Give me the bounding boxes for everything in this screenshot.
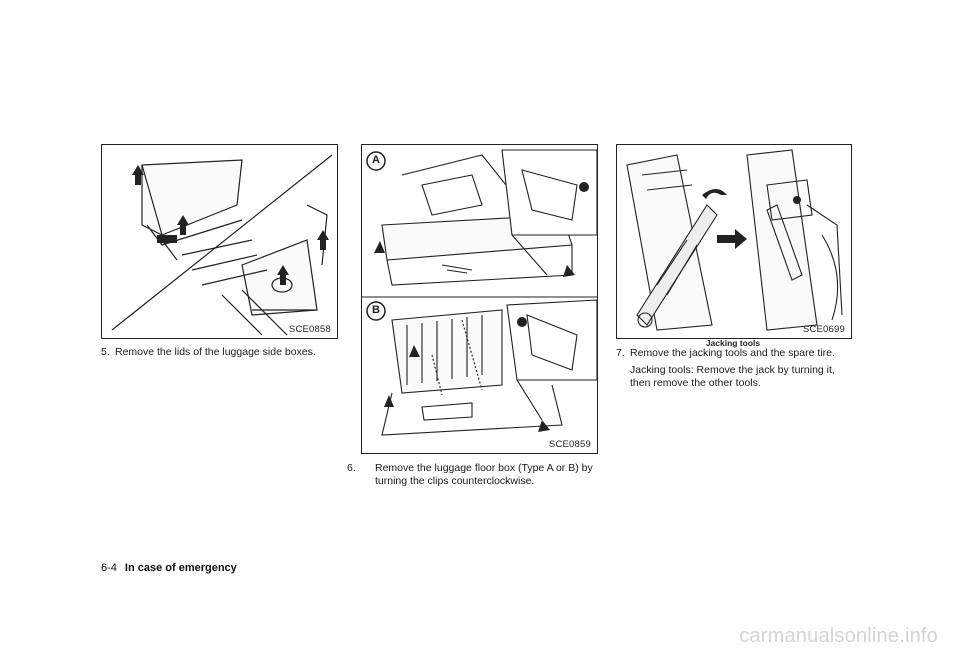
step-text: Remove the jacking tools and the spare tire. — [630, 347, 835, 359]
figure-luggage-side-boxes — [101, 144, 338, 339]
step-6 — [347, 462, 620, 488]
figure-code: SCE0858 — [288, 324, 331, 335]
jacking-tools-illustration — [617, 145, 851, 338]
section-title: In case of emergency — [124, 562, 237, 574]
step-text: Remove the lids of the luggage side boxes. — [115, 346, 316, 358]
step-7 — [616, 347, 866, 360]
step-number: 6. — [347, 462, 356, 474]
page-number: 6-4 — [101, 562, 117, 574]
figure-jacking-tools — [616, 144, 852, 339]
figure-caption: Jacking tools — [705, 338, 761, 348]
page-footer — [101, 562, 237, 574]
jacking-tools-note: Jacking tools: Remove the jack by turning it, then remove the other tools. — [630, 364, 835, 389]
step-5 — [101, 346, 351, 359]
type-b-label: B — [372, 304, 380, 316]
figure-code: SCE0859 — [548, 439, 591, 450]
step-text: Remove the luggage floor box (Type A or B) by turning the clips counterclockwise. — [375, 462, 593, 487]
luggage-side-boxes-illustration — [102, 145, 337, 338]
step-number: 5. — [101, 346, 110, 358]
luggage-floor-box-illustration — [362, 145, 597, 453]
figure-luggage-floor-box — [361, 144, 598, 454]
type-a-label: A — [372, 154, 380, 166]
watermark: carmanualsonline.info — [739, 625, 938, 647]
step-number: 7. — [616, 347, 625, 359]
figure-code: SCE0699 — [802, 324, 845, 335]
